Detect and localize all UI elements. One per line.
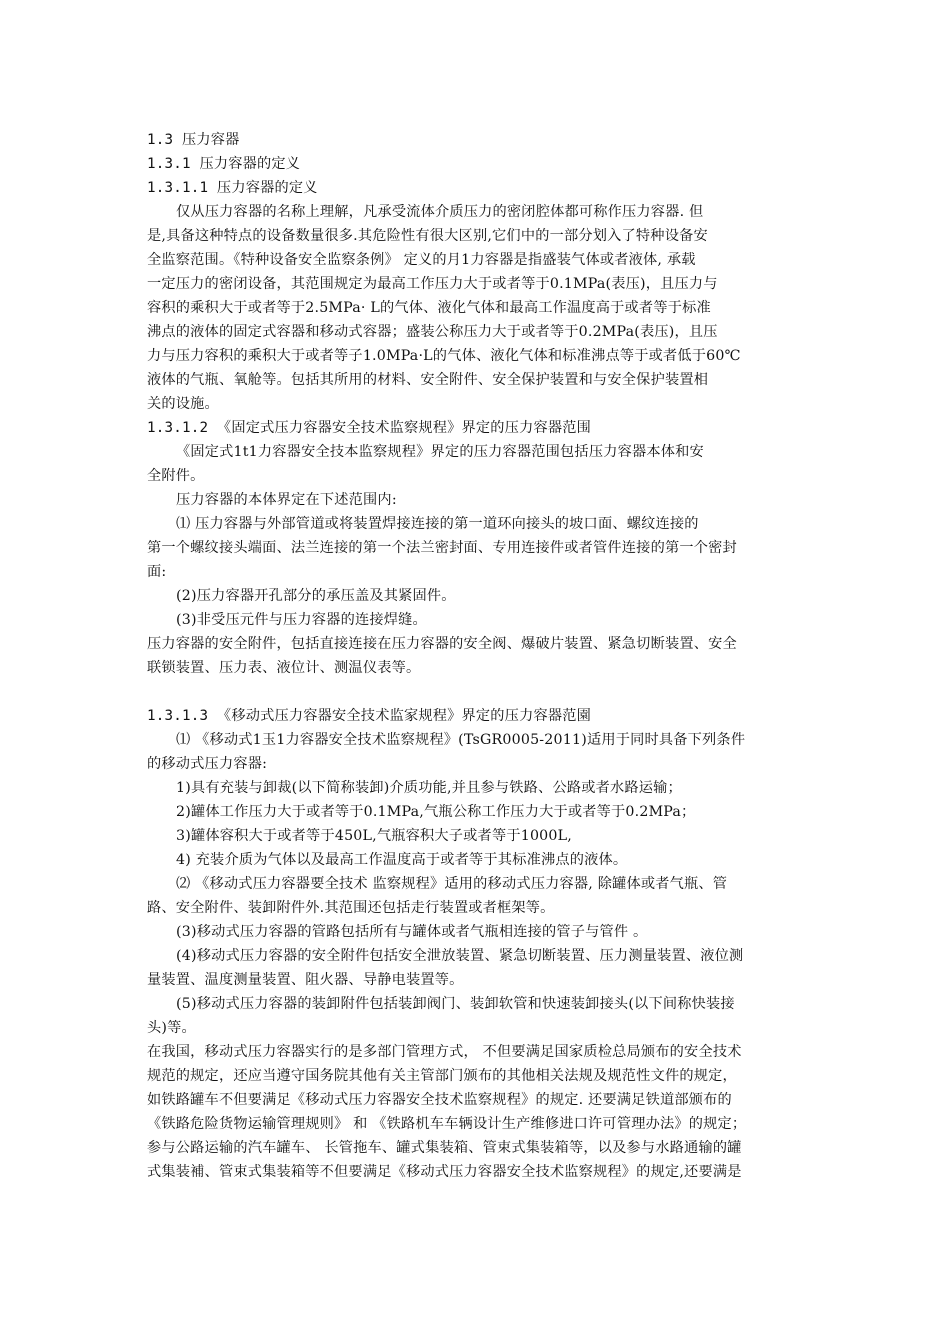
text-line: ⑵ 《移动式压力容器要全技术 监察规程》适用的移动式压力容器, 除罐体或者气瓶、管 [176, 876, 728, 892]
text-line: 3)罐体容积大于或者等于450L,气瓶容积大子或者等于1000L, [176, 828, 572, 844]
text-line: 如铁路罐车不但要满足《移动式压力容器安全技术监察规程》的规定. 还要满足铁道部颁布的 [147, 1092, 732, 1108]
text-line: 关的设施。 [147, 396, 219, 412]
section-heading: 1.3 压力容器 [147, 132, 240, 148]
text-line: 规范的规定，还应当遵守国务院其他有关主管部门颁布的其他相关法规及规范性文件的规定， [147, 1068, 737, 1084]
text-line: 压力容器的本体界定在下述范围内: [176, 492, 397, 508]
section-heading: 1.3.1 压力容器的定义 [147, 156, 301, 172]
section-heading: 1.3.1.1 压力容器的定义 [147, 180, 318, 196]
text-line: 液体的气瓶、氧舱等。包括其所用的材料、安全附件、安全保护装置和与安全保护装置相 [147, 372, 709, 388]
text-line: 是,具备这种特点的设备数量很多.其危险性有很大区别,它们中的一部分划入了特种设备安 [147, 228, 708, 244]
text-line: ⑴ 《移动式1玉1力容器安全技术监察规程》(TsGR0005-2011)适用于同时具备下列条件 [176, 732, 746, 748]
text-line: 参与公路运输的汽车罐车、 长管拖车、罐式集装箱、管束式集装箱等，以及参与水路通输的罐 [147, 1140, 742, 1156]
text-line: 路、安全附件、装卸附件外.其范围还包括走行装置或者框架等。 [147, 900, 555, 916]
section-heading: 1.3.1.3 《移动式压力容器安全技术监家规程》界定的压力容器范園 [147, 708, 592, 724]
text-line: 面: [147, 564, 167, 580]
text-line: (2)压力容器开孔部分的承压盖及其紧固件。 [176, 588, 456, 604]
document-body [147, 128, 807, 1184]
text-line: 压力容器的安全附件，包括直接连接在压力容器的安全阀、爆破片装置、紧急切断装置、安全 [147, 636, 737, 652]
text-line: 式集装補、管束式集装箱等不但要满足《移动式压力容器安全技术监察规程》的规定,还要满是 [147, 1164, 742, 1180]
text-line: (3)非受压元件与压力容器的连接焊缝。 [176, 612, 427, 628]
text-line: 《固定式1t1力容器安全技本监察规程》界定的压力容器范围包括压力容器本体和安 [176, 444, 704, 460]
text-line: (4)移动式压力容器的安全附件包括安全泄放装置、紧急切断装置、压力测量装置、液位测 [176, 948, 744, 964]
text-line: 2)罐体工作压力大于或者等于0.1MPa,气瓶公称工作压力大于或者等于0.2MPa； [176, 804, 696, 820]
text-line: 《铁路危险货物运输管理规则》 和 《铁路机车车辆设计生产维修进口许可管理办法》的规定； [147, 1116, 747, 1132]
text-line: 沸点的液体的固定式容器和移动式容器；盛装公称压力大于或者等于0.2MPa(表压)，且压 [147, 324, 718, 340]
blank-line [147, 680, 807, 704]
text-line: 一定压力的密闭设备，其范围规定为最高工作压力大于或者等于0.1MPa(表压)，且压力与 [147, 276, 718, 292]
text-line: 全监察范围。《特种设备安全监察条例》 定义的月1力容器是指盛装气体或者液体, 承载 [147, 252, 696, 268]
text-line: 4) 充装介质为气体以及最高工作温度高于或者等于其标准沸点的液体。 [176, 852, 628, 868]
text-line: 联锁装置、压力表、液位计、测温仪表等。 [147, 660, 421, 676]
text-line: 1)具有充装与卸裁(以下简称装卸)介质功能,并且参与铁路、公路或者水路运输； [176, 780, 682, 796]
text-line: 量装置、温度测量装置、阻火器、导静电装置等。 [147, 972, 464, 988]
text-line: (5)移动式压力容器的装卸附件包括装卸阀门、装卸软管和快速装卸接头(以下间称快装接 [176, 996, 735, 1012]
text-line: 第一个螺纹接头端面、法兰连接的第一个法兰密封面、专用连接件或者管件连接的第一个密封 [147, 540, 737, 556]
text-line: 仅从压力容器的名称上理解，凡承受流体介质压力的密闭腔体都可称作压力容器. 但 [176, 204, 704, 220]
text-line: 全附件。 [147, 468, 205, 484]
text-line: (3)移动式压力容器的管路包括所有与罐体或者气瓶相连接的管子与管件 。 [176, 924, 648, 940]
text-line: 的移动式压力容器: [147, 756, 268, 772]
text-line: ⑴ 压力容器与外部管道或将装置焊接连接的第一道环向接头的坡口面、螺纹连接的 [176, 516, 699, 532]
text-line: 在我国，移动式压力容器实行的是多部门管理方式， 不但要满足国家质检总局颁布的安全技术 [147, 1044, 742, 1060]
section-heading: 1.3.1.2 《固定式压力容器安全技术监察规程》界定的压力容器范围 [147, 420, 592, 436]
text-line: 头)等。 [147, 1020, 196, 1036]
text-line: 力与压力容积的乘积大于或者等子1.0MPa·L的气体、液化气体和标准沸点等于或者低于60℃ [147, 348, 741, 364]
text-line: 容积的乘积大于或者等于2.5MPa· L的气体、液化气体和最高工作温度高于或者等于标准 [147, 300, 711, 316]
